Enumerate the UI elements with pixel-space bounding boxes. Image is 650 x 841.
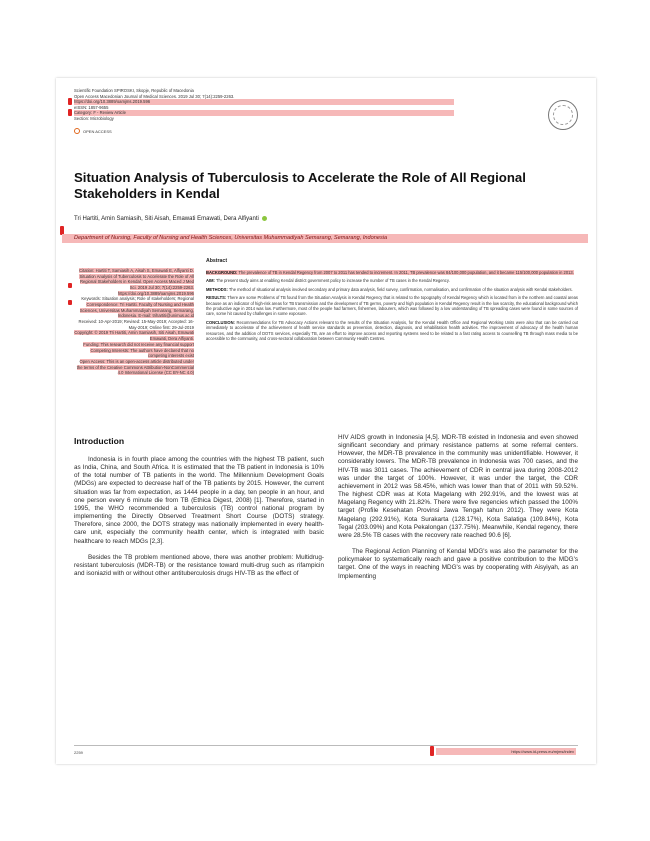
paragraph: The Regional Action Planning of Kendal MDG's was also the parameter for the policymaker to systematically reach and gave a positive contribution to the MDG's target. One of the ways in reaching MDG's was by cooperating with Aisyiyah, as an Implementing [338, 548, 578, 580]
abstract-methods: METHODS: The method of situational analysis involved secondary and primary data analysis, field survey, confirmation, normalisation, and confirmation of the situation analysis with Kendal stakeholders. [206, 286, 573, 292]
abstract-results: RESULTS: There are some Problems of TB found from the Situation Analysis in Kendal Regency that is related to the topography of Kendal Regency which is located from in the northern and coastal areas because as an indicator of high-risk areas for TB transmission and the development of TB germs, poverty and high population in Kendal Regency result in the low scarcity, the educational background which the productive age in 2014 was low. Furthermore, most of the people had farmers, fishermen, labourers, which was followed by a low understanding of TB spreading cases were found in some sources of care, some hit caused by challenges in some exposure. [206, 295, 578, 317]
meta-line: Category: F - Review Article [74, 110, 454, 116]
highlight-marker [68, 98, 72, 105]
paper-page [56, 78, 596, 764]
orcid-icon[interactable] [262, 216, 267, 221]
meta-line: eISSN: 1857-9655 [74, 104, 109, 110]
authors-text: Tri Hartiti, Amin Samiasih, Siti Aisah, Emawati Emawati, Dera Alfiyanti [74, 216, 259, 223]
open-access-icon [74, 128, 80, 134]
journal-badge [74, 128, 112, 134]
side-info-item: Correspondence: Tri Hartiti. Faculty of Nursing and Health Sciences, Universitas Muhammadiyah Semarang, Semarang, Indonesia. E-mail: trihartiti@unimus.ac.id [79, 302, 194, 319]
paragraph: Besides the TB problem mentioned above, there was another problem: Multidrug-resistant tuberculosis (MDR-TB) or the resistance toward multi-drug such as rifampicin and isoniazid with or without other antituberculosis drugs HIV-TB as the effect of [74, 553, 324, 578]
footer-rule [74, 745, 578, 746]
section-heading-introduction: Introduction [74, 436, 125, 446]
side-info-item: Open Access: This is an open-access article distributed under the terms of the Creative Commons Attribution-NonCommercial 4.0 International License (CC BY-NC 4.0) [76, 359, 194, 376]
abstract [206, 258, 578, 344]
side-info-item: Competing Interests: The authors have declared that no competing interests exist [90, 347, 194, 359]
side-info-item: Funding: This research did not receive any financial support [83, 341, 194, 347]
page-number: 2259 [74, 750, 83, 755]
article-meta [74, 88, 454, 122]
paragraph: HIV AIDS growth in Indonesia [4,5]. MDR-TB existed in Indonesia and even showed significant secondary and primary resistance patterns at some referral centers. However, the MDR-TB prevalence in the community was unidentifiable. However, it considerably lowers. The MDR-TB prevalence in Indonesia was 700 cases, and the HIV-TB was 3011 cases. The achievement of CDR in central java during 2008-2012 was under the target of 100%. However, it was under the target, the CDR achievement in 2012 was 58.45%, which was lower than that of 2011 with 59.52%. The highest CDR was at Kota Magelang with 292.91%, and the lowest was at Magelang Regency with 21.82%. There were five regencies which passed the 100% target (Profile Kesehatan Provinsi Jawa Tengah tahun 2012). They were Kota Magelang (292.91%), Kota Surakarta (128.17%), Kota Salatiga (109.84%), Kota Tegal (203.09%) and Kota Pekalongan (137.75%). Meanwhile, Kendal regency, there were 28.5% TB cases with the recovery rate reached 90.6 [6]. [338, 434, 578, 539]
highlight-marker [68, 283, 72, 288]
journal-seal-icon [548, 100, 578, 130]
article-title: Situation Analysis of Tuberculosis to Accelerate the Role of All Regional Stakeholders in Kendal [74, 170, 526, 201]
journal-badge-text: OPEN ACCESS [83, 128, 112, 134]
meta-line: Scientific Foundation SPIROSKI, Skopje, Republic of Macedonia [74, 88, 194, 93]
side-info-item: Received: 10-Apr-2019; Revised: 15-May-2019; Accepted: 16-May-2019; Online first: 29-Jul-2019 [78, 319, 194, 330]
side-info-item[interactable]: https://doi.org/10.3889/oamjms.2019.596 [117, 290, 194, 296]
highlight-marker [68, 109, 72, 116]
article-info-sidebar [74, 268, 194, 376]
paragraph: Indonesia is in fourth place among the countries with the highest TB patient, such as India, China, and South Africa. It is estimated that the TB patient in Indonesia is 10% of the total number of TB patients in the world. The Millennium Development Goals (MDGs) are expected to decrease half of the TB patients by 2015. However, the current situation was far from expectation, as 1444 people in a day, ten people in an hour, and one person every 6 minute die from TB (Ethica Digest, 2008) [1]. Therefore, started in 1995, the WHO recommended a tuberculosis (TB) control national program by implementing the Directly Observed Treatment Short Course (DOTS) strategy. Therefore, since 2000, the DOTS strategy was nationally implemented in every health-care unit, especially the community health center, which is integrated with basic healthcare to reach MDGs [2,3]. [74, 456, 324, 545]
text-column-left [74, 456, 324, 578]
journal-url-link[interactable]: https://www.id-press.eu/mjms/index [436, 748, 576, 755]
side-info-item: Copyright: © 2019 Tri Hartiti, Amin Samiasih, Siti Aisah, Emawati Emawati, Dera Alfiyanti. [74, 330, 194, 342]
abstract-conclusion: CONCLUSION: Recommendations for TB Advocacy Actions relevant to the results of the Situation Analysis, for the Kendal Health Office and Regional Working Units were also that can be carried out immediately to accelerate of the achievement of health service standards as prevention, detection, diagnosis, and rehabilitation health activities. The improvement of advocacy of the health human resources, and the addition of DOTS services, especially TB, are an effort to improve access and reporting systems need to be related to a fast rating access to counselling TB through mass media to be accessible to the community, and cross-sectoral collaboration between Community Health Centres. [206, 319, 579, 342]
meta-line[interactable]: https://doi.org/10.3889/oamjms.2019.596 [74, 99, 454, 105]
affiliation: Department of Nursing, Faculty of Nursing and Health Sciences, Universitas Muhammadiyah Semarang, Semarang, Indonesia [62, 234, 588, 243]
abstract-heading: Abstract [206, 258, 228, 264]
meta-line: Open Access Macedonian Journal of Medical Sciences. 2019 Jul 30; 7(14):2259-2263. [74, 93, 235, 99]
text-column-right [338, 434, 578, 581]
highlight-marker [68, 300, 72, 305]
side-info-item: Keywords: Situation analysis; Role of stakeholders; Regional [81, 296, 194, 302]
side-info-item: Citation: Hartiti T, Samiasih A, Aisah S, Emawati E, Alfiyanti D. Situation Analysis of Tuberculosis to Accelerate the Role of All Regional Stakeholders in Kendal. Open Access Maced J Med Sci. 2019 Jul 30; 7(14):2259-2263. [79, 268, 194, 290]
abstract-aim: AIM: The present study aims at enabling Kendal district government policy to increase the number of TB cases in the Kendal Regency. [206, 278, 450, 284]
author-list [74, 216, 268, 222]
abstract-background: BACKGROUND: The prevalence of TB in Kendal Regency from 2007 to 2011 has tended to increment. In 2011, TB prevalence was 84/100,000 population, and it became 115/100,000 population in 2013. [206, 270, 574, 275]
highlight-marker [430, 746, 434, 756]
meta-line: Section: Microbiology [74, 115, 114, 121]
